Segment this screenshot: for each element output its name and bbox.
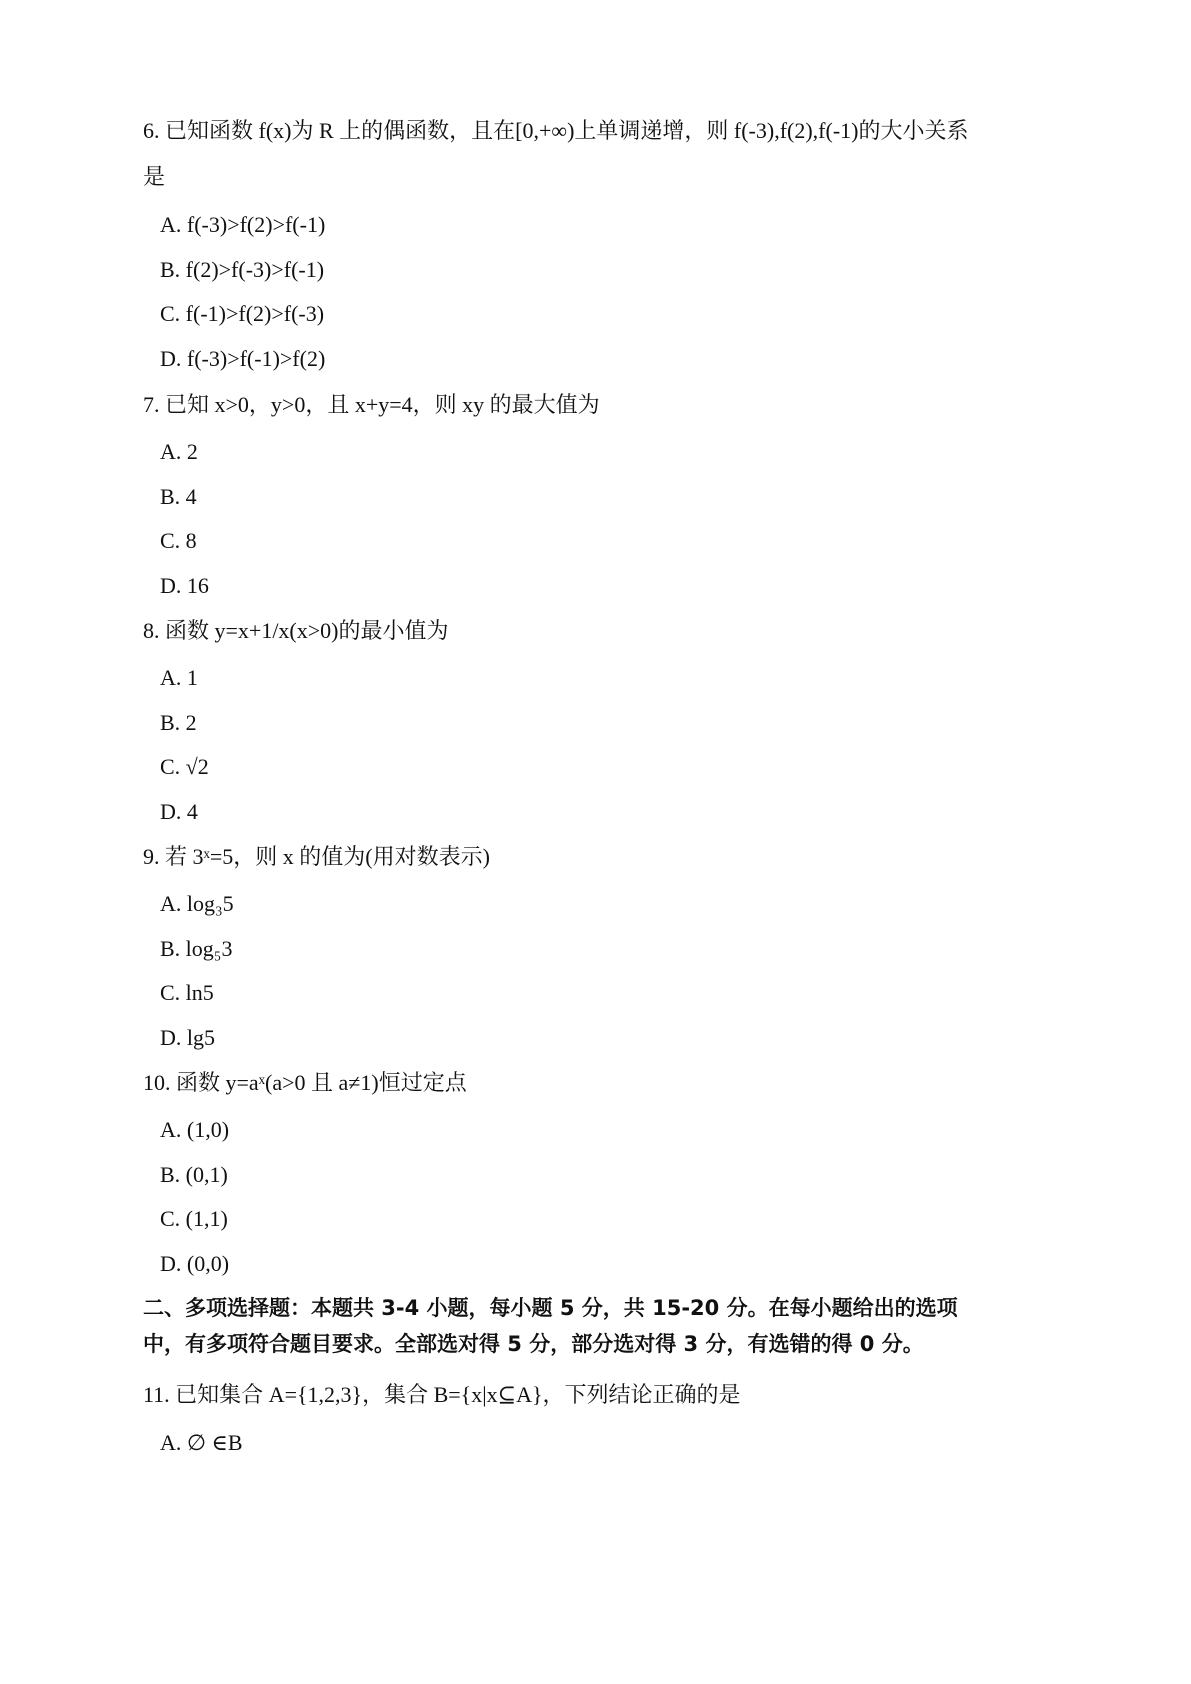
section-2-heading: [143, 1290, 1043, 1362]
question-8-option-d: D. 4: [160, 799, 198, 824]
question-9-option-b: B. log₅3: [160, 936, 233, 961]
question-11-stem: 11. 已知集合 A={1,2,3}，集合 B={x|x⊆A}，下列结论正确的是: [143, 1382, 741, 1407]
question-10-option-a: A. (1,0): [160, 1117, 230, 1142]
section-2-heading-line1: 二、多项选择题：本题共 3-4 小题，每小题 5 分，共 15-20 分。在每小题给出的选项: [143, 1296, 958, 1320]
question-6-stem-line2: 是: [143, 164, 166, 189]
question-6-option-a: A. f(-3)>f(2)>f(-1): [160, 212, 326, 237]
question-9-option-c: C. ln5: [160, 980, 214, 1005]
question-8-option-b: B. 2: [160, 710, 197, 735]
question-9-option-d: D. lg5: [160, 1025, 215, 1050]
question-6-option-b: B. f(2)>f(-3)>f(-1): [160, 257, 325, 282]
question-10-stem: 10. 函数 y=aˣ(a>0 且 a≠1)恒过定点: [143, 1070, 467, 1095]
question-10-option-d: D. (0,0): [160, 1251, 230, 1276]
question-7-option-d: D. 16: [160, 573, 209, 598]
question-10-option-b: B. (0,1): [160, 1162, 228, 1187]
question-8-option-c: C. √2: [160, 754, 209, 779]
question-11-option-a: A. ∅ ∈B: [160, 1430, 243, 1455]
question-6-option-c: C. f(-1)>f(2)>f(-3): [160, 301, 325, 326]
question-6-stem-line1: 6. 已知函数 f(x)为 R 上的偶函数，且在[0,+∞)上单调递增，则 f(-3),f(2),f(-1)的大小关系: [143, 118, 969, 143]
question-7-option-b: B. 4: [160, 484, 197, 509]
question-8-option-a: A. 1: [160, 665, 198, 690]
question-9-option-a: A. log₃5: [160, 891, 234, 916]
question-9-stem: 9. 若 3ˣ=5，则 x 的值为(用对数表示): [143, 844, 490, 869]
question-10-option-c: C. (1,1): [160, 1206, 228, 1231]
question-8-stem: 8. 函数 y=x+1/x(x>0)的最小值为: [143, 618, 449, 643]
section-2-heading-line2: 中，有多项符合题目要求。全部选对得 5 分，部分选对得 3 分，有选错的得 0 分。: [143, 1332, 924, 1356]
question-7-stem: 7. 已知 x>0，y>0，且 x+y=4，则 xy 的最大值为: [143, 392, 600, 417]
question-7-option-a: A. 2: [160, 439, 198, 464]
question-6-option-d: D. f(-3)>f(-1)>f(2): [160, 346, 326, 371]
question-7-option-c: C. 8: [160, 528, 197, 553]
